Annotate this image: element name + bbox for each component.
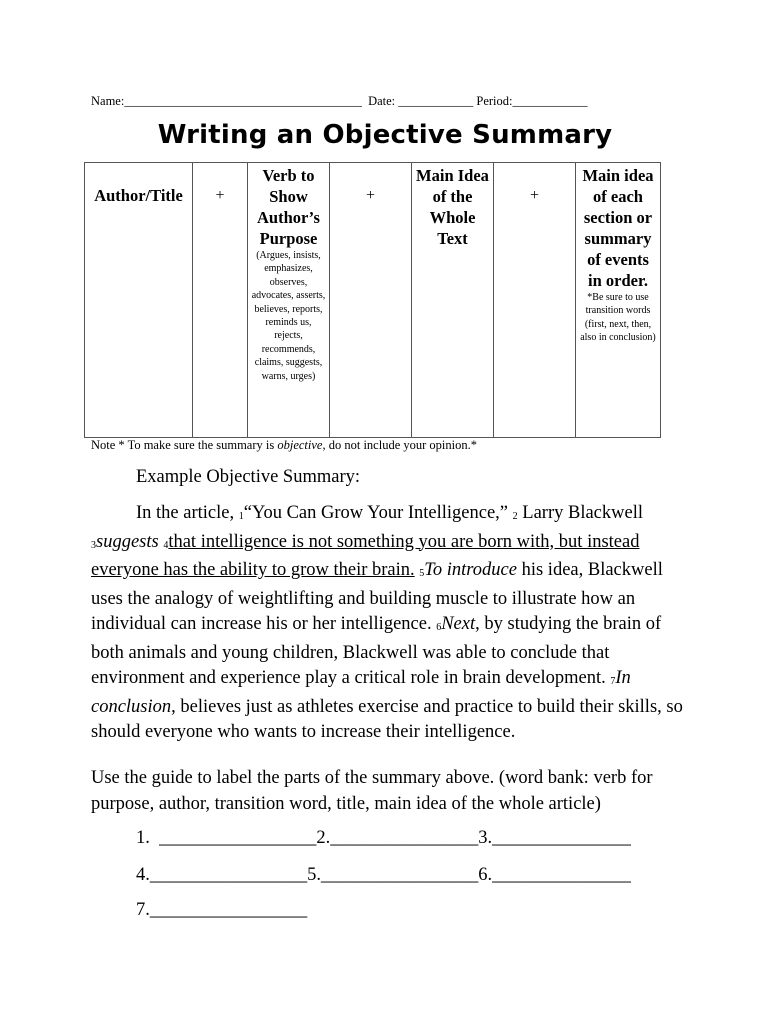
example-text: , believes just as athletes exercise and practice to build their skills, so should everyone who wants to increase their intelligence. xyxy=(91,696,683,742)
section-note: *Be sure to use transition words (first, next, then, also in conclusion) xyxy=(580,292,656,344)
example-heading: Example Objective Summary: xyxy=(136,467,360,487)
main-idea-heading: Main Idea of the Whole Text xyxy=(416,166,489,248)
answer-blanks-row-3[interactable]: 7._________________ xyxy=(136,900,308,920)
author-name: Larry Blackwell xyxy=(517,503,643,523)
note-prefix: Note * To make sure the summary is xyxy=(91,438,278,452)
example-summary-paragraph xyxy=(91,501,691,746)
plus-sign-3: + xyxy=(529,187,540,204)
page-title: Writing an Objective Summary xyxy=(157,120,613,150)
label-number-6: 6 xyxy=(436,622,442,633)
main-idea-text: that intelligence is not something you are born with, but instead everyone has the ability to grow their brain. xyxy=(91,531,640,580)
verb-cell xyxy=(248,163,330,438)
note-suffix: , do not include your opinion.* xyxy=(322,438,477,452)
example-text: , by studying the brain of both animals and young children, Blackwell was able to conclude that environment and experience play a critical role in brain development. xyxy=(91,614,662,688)
answer-blanks-row-1[interactable]: 1. _________________2.________________3._______________ xyxy=(136,828,631,848)
main-idea-cell xyxy=(412,163,494,438)
verb-examples: (Argues, insists, emphasizes, observes, advocates, asserts, believes, reports, reminds us, rejects, recommends, claims, suggests, warns, urges) xyxy=(251,250,326,382)
transition-word-3: In conclusion xyxy=(91,668,631,717)
note-emphasis: objective xyxy=(277,438,323,452)
author-title-cell xyxy=(85,163,193,438)
plus-cell-2 xyxy=(330,163,412,438)
plus-sign-1: + xyxy=(215,187,225,204)
transition-word-2: Next xyxy=(441,614,476,634)
summary-formula-table xyxy=(84,162,661,438)
purpose-verb: suggests xyxy=(96,531,159,552)
label-number-4: 4 xyxy=(163,539,169,551)
label-number-3: 3 xyxy=(91,539,96,551)
label-number-2: 2 xyxy=(512,511,518,522)
example-text: In the article, xyxy=(136,503,239,523)
instructions-paragraph: Use the guide to label the parts of the summary above. (word bank: verb for purpose, author, transition word, title, main idea of the whole article) xyxy=(91,768,653,814)
author-title-label: Author/Title xyxy=(94,186,183,205)
plus-sign-2: + xyxy=(365,187,376,204)
example-text: his idea, Blackwell uses the analogy of weightlifting and building muscle to illustrate how an individual can increase his or her intelligence. xyxy=(91,560,663,634)
label-number-1: 1 xyxy=(238,511,244,522)
article-title: “You Can Grow Your Intelligence,” xyxy=(243,503,513,523)
transition-word-1: To introduce xyxy=(424,560,517,580)
label-number-5: 5 xyxy=(419,568,425,579)
verb-heading: Verb to Show Author’s Purpose xyxy=(257,166,320,248)
plus-cell-3 xyxy=(494,163,576,438)
name-date-period-line: Name:______________________________________ Date: ____________ Period:____________ xyxy=(91,94,588,108)
label-number-7: 7 xyxy=(610,676,616,687)
section-heading: Main idea of each section or summary of events in order. xyxy=(582,166,654,290)
section-cell xyxy=(576,163,661,438)
answer-blanks-row-2[interactable]: 4._________________5._________________6._______________ xyxy=(136,865,631,885)
plus-cell-1 xyxy=(193,163,248,438)
objective-note xyxy=(91,438,477,453)
